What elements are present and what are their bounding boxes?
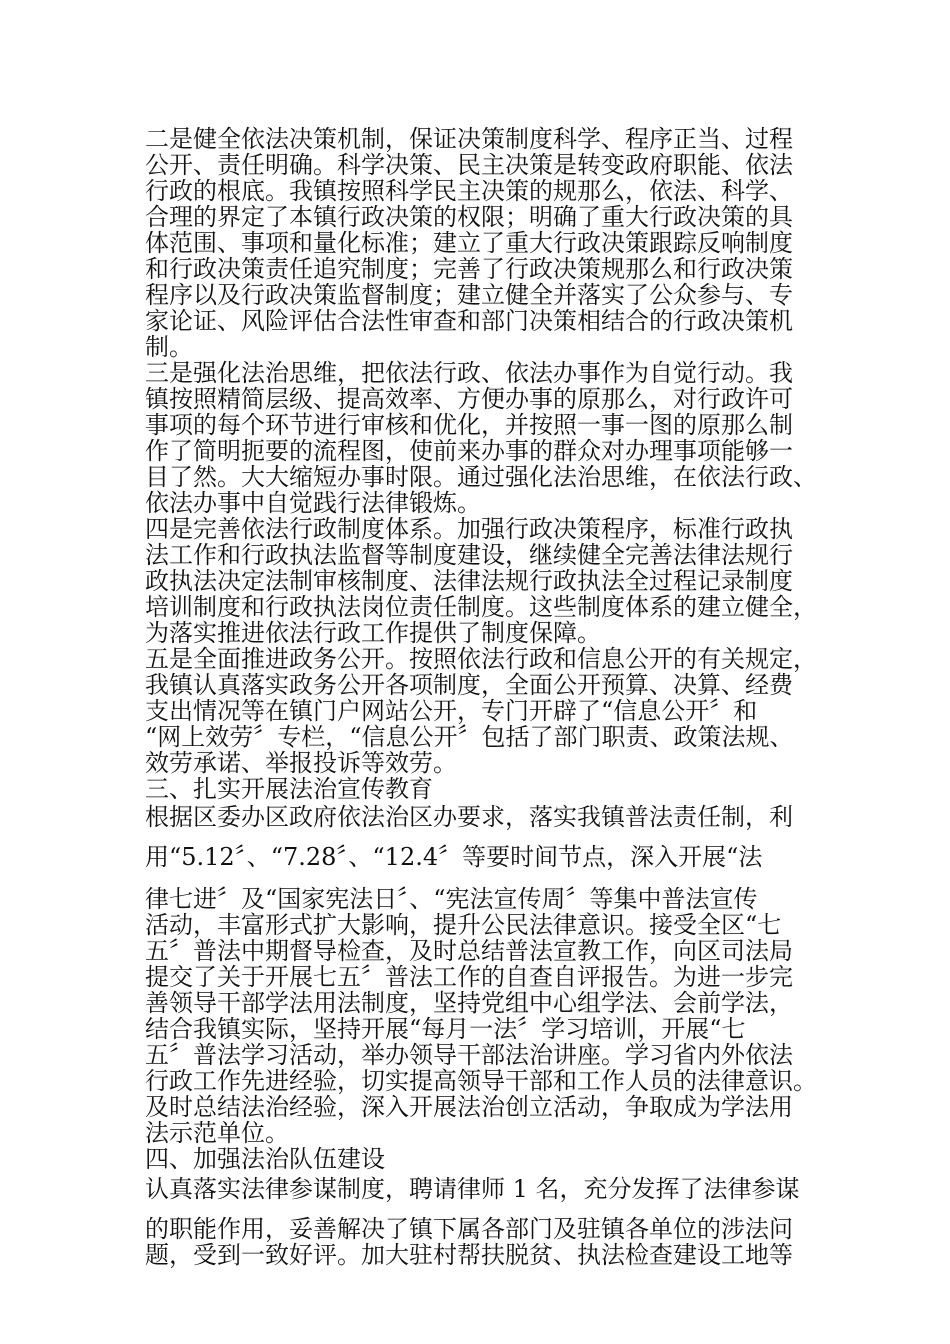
text-line: 法示范单位。 xyxy=(145,1119,289,1147)
text-line: 目了然。大大缩短办事时限。通过强化法治思维，在依法行政、 xyxy=(145,463,817,491)
text-line: 提交了关于开展七五〞普法工作的自查自评报告。为进一步完 xyxy=(145,963,793,991)
text-line: 的职能作用，妥善解决了镇下属各部门及驻镇各单位的涉法问 xyxy=(145,1215,793,1243)
text-line: 五〞普法学习活动，举办领导干部法治讲座。学习省内外依法 xyxy=(145,1041,793,1069)
text-line: 体范围、事项和量化标准；建立了重大行政决策跟踪反响制度 xyxy=(145,229,793,257)
section-heading: 三、扎实开展法治宣传教育 xyxy=(145,775,433,803)
text-line: 程序以及行政决策监督制度；建立健全并落实了公众参与、专 xyxy=(145,281,793,309)
text-line: 和行政决策责任追究制度；完善了行政决策规那么和行政决策 xyxy=(145,255,793,283)
text-line: 合理的界定了本镇行政决策的权限；明确了重大行政决策的具 xyxy=(145,203,793,231)
section-heading: 四、加强法治队伍建设 xyxy=(145,1145,385,1173)
text-line: 二是健全依法决策机制，保证决策制度科学、程序正当、过程 xyxy=(145,125,793,153)
text-line: 四是完善依法行政制度体系。加强行政决策程序，标准行政执 xyxy=(145,515,793,543)
text-line: 支出情况等在镇门户网站公开，专门开辟了“信息公开〞和 xyxy=(145,697,758,725)
text-line: 三是强化法治思维，把依法行政、依法办事作为自觉行动。我 xyxy=(145,359,793,387)
text-line: 及时总结法治经验，深入开展法治创立活动，争取成为学法用 xyxy=(145,1093,793,1121)
text-line: 我镇认真落实政务公开各项制度，全面公开预算、决算、经费 xyxy=(145,671,793,699)
text-line: 行政工作先进经验，切实提高领导干部和工作人员的法律意识。 xyxy=(145,1067,817,1095)
text-line: 公开、责任明确。科学决策、民主决策是转变政府职能、依法 xyxy=(145,151,793,179)
text-line: 题，受到一致好评。加大驻村帮扶脱贫、执法检查建设工地等 xyxy=(145,1241,793,1269)
text-line: “网上效劳〞专栏，“信息公开〞包括了部门职责、政策法规、 xyxy=(145,723,794,751)
text-line: 行政的根底。我镇按照科学民主决策的规那么，依法、科学、 xyxy=(145,177,793,205)
text-line: 作了简明扼要的流程图，使前来办事的群众对办理事项能够一 xyxy=(145,437,793,465)
text-line: 结合我镇实际，坚持开展“每月一法〞学习培训，开展“七 xyxy=(145,1015,746,1043)
text-line: 认真落实法律参谋制度，聘请律师 1 名，充分发挥了法律参谋 xyxy=(145,1175,800,1203)
text-line: 事项的每个环节进行审核和优化，并按照一事一图的原那么制 xyxy=(145,411,793,439)
text-line: 培训制度和行政执法岗位责任制度。这些制度体系的建立健全， xyxy=(145,593,817,621)
text-line: 根据区委办区政府依法治区办要求，落实我镇普法责任制，利 xyxy=(145,803,793,831)
text-line: 为落实推进依法行政工作提供了制度保障。 xyxy=(145,619,601,647)
text-line: 五〞普法中期督导检查，及时总结普法宣教工作，向区司法局 xyxy=(145,937,793,965)
text-line: 效劳承诺、举报投诉等效劳。 xyxy=(145,749,457,777)
text-line: 活动，丰富形式扩大影响，提升公民法律意识。接受全区“七 xyxy=(145,911,782,939)
text-line: 法工作和行政执法监督等制度建设，继续健全完善法律法规行 xyxy=(145,541,793,569)
text-line: 用“5.12〞、“7.28〞、“12.4〞等要时间节点，深入开展“法 xyxy=(145,843,763,871)
text-line: 依法办事中自觉践行法律锻炼。 xyxy=(145,489,481,517)
text-line: 制。 xyxy=(145,333,193,361)
text-line: 政执法决定法制审核制度、法律法规行政执法全过程记录制度 xyxy=(145,567,793,595)
text-line: 镇按照精简层级、提高效率、方便办事的原那么，对行政许可 xyxy=(145,385,793,413)
text-line: 五是全面推进政务公开。按照依法行政和信息公开的有关规定， xyxy=(145,645,817,673)
text-line: 善领导干部学法用法制度，坚持党组中心组学法、会前学法， xyxy=(145,989,793,1017)
text-line: 家论证、风险评估合法性审查和部门决策相结合的行政决策机 xyxy=(145,307,793,335)
text-line: 律七进〞及“国家宪法日〞、“宪法宣传周〞等集中普法宣传 xyxy=(145,885,758,913)
